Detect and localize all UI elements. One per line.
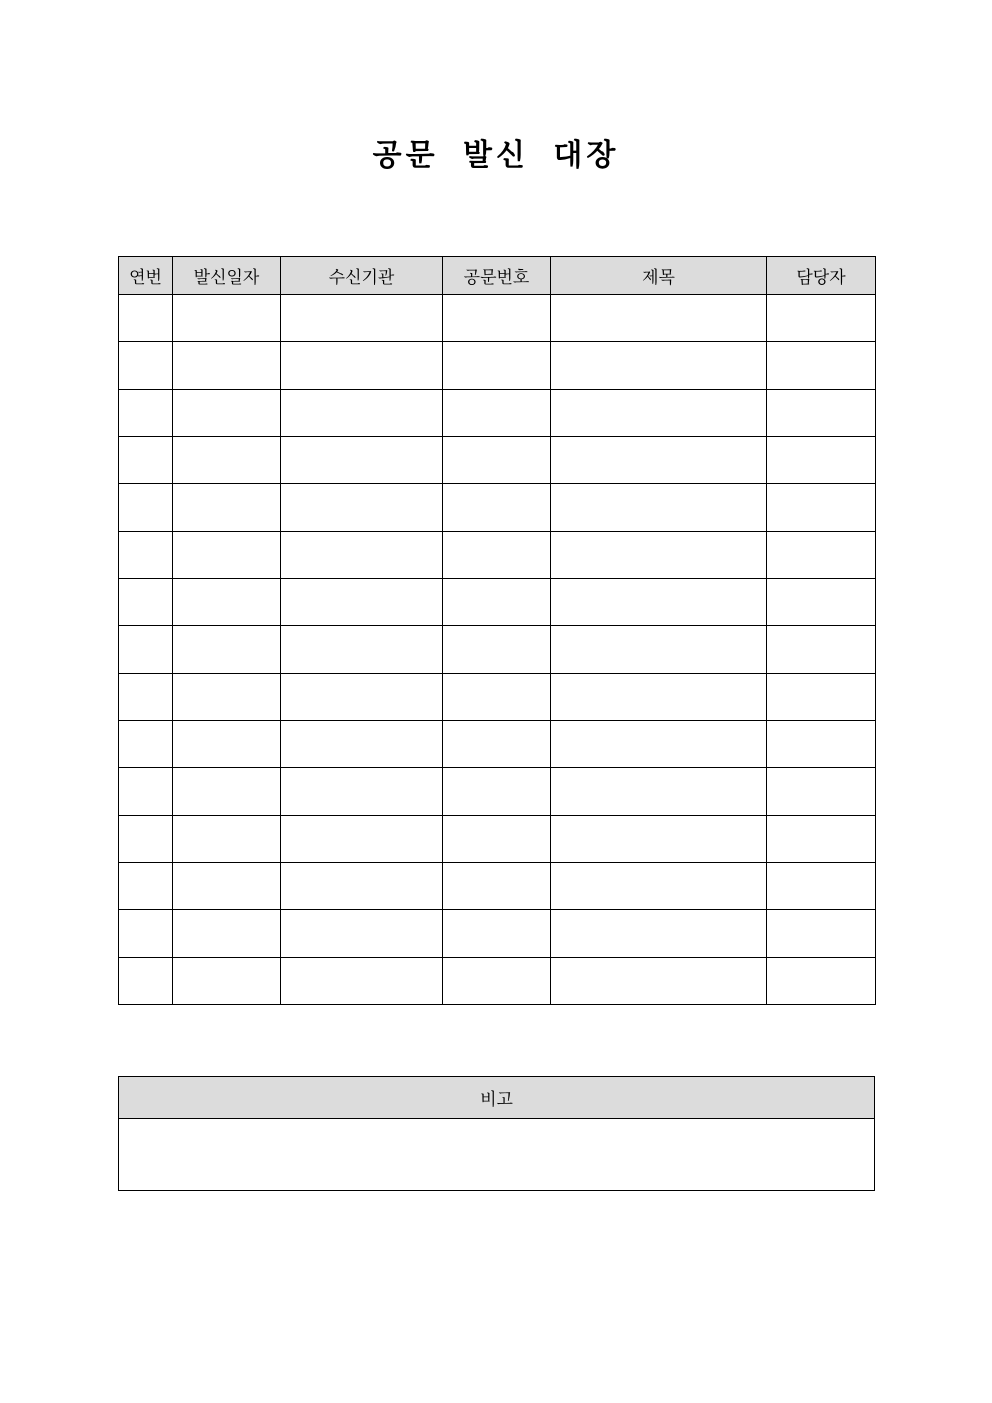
table-row — [119, 815, 876, 862]
cell-send-date[interactable] — [173, 815, 281, 862]
cell-subject[interactable] — [551, 768, 767, 815]
cell-person-in-charge[interactable] — [767, 342, 876, 389]
cell-subject[interactable] — [551, 295, 767, 342]
cell-serial-number[interactable] — [119, 531, 173, 578]
cell-person-in-charge[interactable] — [767, 720, 876, 767]
cell-send-date[interactable] — [173, 531, 281, 578]
cell-send-date[interactable] — [173, 862, 281, 909]
cell-serial-number[interactable] — [119, 342, 173, 389]
table-row — [119, 720, 876, 767]
table-row — [119, 295, 876, 342]
remarks-table — [118, 1076, 875, 1191]
cell-person-in-charge[interactable] — [767, 957, 876, 1004]
cell-document-number[interactable] — [443, 673, 551, 720]
cell-send-date[interactable] — [173, 673, 281, 720]
cell-person-in-charge[interactable] — [767, 768, 876, 815]
page-title: 공문 발신 대장 — [372, 138, 620, 173]
cell-subject[interactable] — [551, 389, 767, 436]
cell-person-in-charge[interactable] — [767, 626, 876, 673]
cell-recipient-agency[interactable] — [281, 910, 443, 957]
cell-send-date[interactable] — [173, 626, 281, 673]
cell-send-date[interactable] — [173, 389, 281, 436]
cell-subject[interactable] — [551, 436, 767, 483]
table-row — [119, 342, 876, 389]
table-row — [119, 436, 876, 483]
cell-serial-number[interactable] — [119, 295, 173, 342]
cell-document-number[interactable] — [443, 531, 551, 578]
cell-recipient-agency[interactable] — [281, 389, 443, 436]
register-table-body — [119, 295, 876, 1005]
cell-send-date[interactable] — [173, 957, 281, 1004]
remarks-header-row — [119, 1077, 875, 1119]
remarks-content-cell[interactable] — [119, 1119, 875, 1191]
column-header-recipient-agency: 수신기관 — [281, 257, 443, 295]
cell-subject[interactable] — [551, 626, 767, 673]
cell-recipient-agency[interactable] — [281, 815, 443, 862]
cell-person-in-charge[interactable] — [767, 389, 876, 436]
cell-person-in-charge[interactable] — [767, 436, 876, 483]
cell-document-number[interactable] — [443, 815, 551, 862]
cell-document-number[interactable] — [443, 626, 551, 673]
cell-document-number[interactable] — [443, 342, 551, 389]
column-header-send-date: 발신일자 — [173, 257, 281, 295]
cell-person-in-charge[interactable] — [767, 531, 876, 578]
cell-person-in-charge[interactable] — [767, 484, 876, 531]
cell-send-date[interactable] — [173, 342, 281, 389]
cell-send-date[interactable] — [173, 295, 281, 342]
cell-recipient-agency[interactable] — [281, 342, 443, 389]
cell-recipient-agency[interactable] — [281, 484, 443, 531]
cell-document-number[interactable] — [443, 484, 551, 531]
cell-subject[interactable] — [551, 578, 767, 625]
cell-document-number[interactable] — [443, 389, 551, 436]
cell-document-number[interactable] — [443, 720, 551, 767]
cell-recipient-agency[interactable] — [281, 957, 443, 1004]
cell-person-in-charge[interactable] — [767, 673, 876, 720]
cell-recipient-agency[interactable] — [281, 578, 443, 625]
table-row — [119, 673, 876, 720]
cell-person-in-charge[interactable] — [767, 862, 876, 909]
cell-serial-number[interactable] — [119, 673, 173, 720]
cell-document-number[interactable] — [443, 910, 551, 957]
cell-recipient-agency[interactable] — [281, 436, 443, 483]
cell-subject[interactable] — [551, 910, 767, 957]
cell-document-number[interactable] — [443, 768, 551, 815]
cell-recipient-agency[interactable] — [281, 720, 443, 767]
cell-recipient-agency[interactable] — [281, 531, 443, 578]
cell-send-date[interactable] — [173, 436, 281, 483]
cell-serial-number[interactable] — [119, 626, 173, 673]
cell-subject[interactable] — [551, 484, 767, 531]
cell-recipient-agency[interactable] — [281, 673, 443, 720]
cell-subject[interactable] — [551, 673, 767, 720]
cell-recipient-agency[interactable] — [281, 862, 443, 909]
cell-person-in-charge[interactable] — [767, 295, 876, 342]
table-row — [119, 578, 876, 625]
cell-subject[interactable] — [551, 531, 767, 578]
cell-serial-number[interactable] — [119, 957, 173, 1004]
column-header-subject: 제목 — [551, 257, 767, 295]
remarks-content-row — [119, 1119, 875, 1191]
cell-serial-number[interactable] — [119, 578, 173, 625]
cell-recipient-agency[interactable] — [281, 626, 443, 673]
cell-subject[interactable] — [551, 815, 767, 862]
cell-recipient-agency[interactable] — [281, 295, 443, 342]
cell-document-number[interactable] — [443, 436, 551, 483]
table-row — [119, 531, 876, 578]
cell-person-in-charge[interactable] — [767, 910, 876, 957]
table-row — [119, 484, 876, 531]
cell-person-in-charge[interactable] — [767, 578, 876, 625]
dispatch-register-table — [118, 256, 876, 1005]
cell-person-in-charge[interactable] — [767, 815, 876, 862]
column-header-serial-number: 연번 — [119, 257, 173, 295]
cell-serial-number[interactable] — [119, 910, 173, 957]
table-row — [119, 862, 876, 909]
cell-serial-number[interactable] — [119, 862, 173, 909]
column-header-person-in-charge: 담당자 — [767, 257, 876, 295]
cell-serial-number[interactable] — [119, 720, 173, 767]
cell-send-date[interactable] — [173, 768, 281, 815]
cell-subject[interactable] — [551, 342, 767, 389]
cell-recipient-agency[interactable] — [281, 768, 443, 815]
cell-serial-number[interactable] — [119, 484, 173, 531]
cell-subject[interactable] — [551, 862, 767, 909]
cell-document-number[interactable] — [443, 295, 551, 342]
cell-send-date[interactable] — [173, 484, 281, 531]
table-row — [119, 626, 876, 673]
cell-serial-number[interactable] — [119, 768, 173, 815]
cell-document-number[interactable] — [443, 862, 551, 909]
remarks-header: 비고 — [119, 1077, 875, 1119]
cell-subject[interactable] — [551, 720, 767, 767]
column-header-document-number: 공문번호 — [443, 257, 551, 295]
cell-serial-number[interactable] — [119, 815, 173, 862]
cell-serial-number[interactable] — [119, 436, 173, 483]
table-row — [119, 957, 876, 1004]
cell-serial-number[interactable] — [119, 389, 173, 436]
cell-send-date[interactable] — [173, 578, 281, 625]
cell-document-number[interactable] — [443, 957, 551, 1004]
table-row — [119, 768, 876, 815]
table-header-row — [119, 257, 876, 295]
cell-send-date[interactable] — [173, 910, 281, 957]
cell-send-date[interactable] — [173, 720, 281, 767]
cell-subject[interactable] — [551, 957, 767, 1004]
table-row — [119, 910, 876, 957]
table-row — [119, 389, 876, 436]
cell-document-number[interactable] — [443, 578, 551, 625]
